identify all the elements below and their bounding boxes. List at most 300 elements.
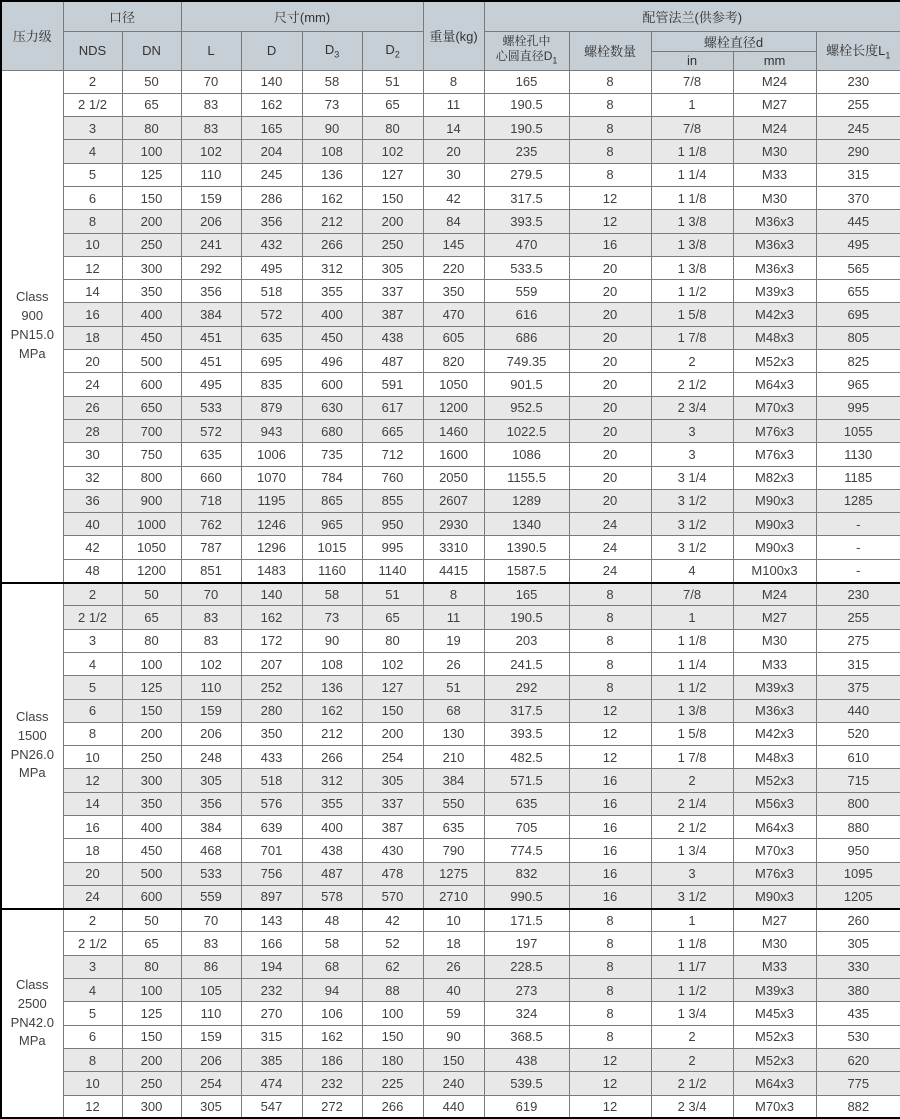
cell-L: 384 [181,303,241,326]
cell-bolt-circle-d1: 616 [484,303,569,326]
cell-D: 695 [241,350,302,373]
cell-dn: 1050 [122,536,181,559]
cell-weight-kg: 550 [423,792,484,815]
cell-D: 280 [241,699,302,722]
cell-D3: 90 [302,117,362,140]
cell-D2: 102 [362,652,423,675]
pressure-class-cell: Class 900 PN15.0 MPa [1,70,63,583]
cell-nds: 40 [63,513,122,536]
cell-D2: 487 [362,350,423,373]
cell-bolt-circle-d1: 368.5 [484,1025,569,1048]
cell-bolt-length-l1: 275 [816,629,900,652]
cell-D: 432 [241,233,302,256]
cell-bolt-length-l1: 880 [816,816,900,839]
cell-D3: 400 [302,816,362,839]
cell-bolt-circle-d1: 470 [484,233,569,256]
cell-nds: 3 [63,629,122,652]
cell-D3: 600 [302,373,362,396]
cell-bolt-dia-in: 3 [651,419,733,442]
cell-weight-kg: 350 [423,280,484,303]
cell-D3: 94 [302,979,362,1002]
table-row [1,559,900,582]
cell-bolt-count: 20 [569,443,651,466]
col-header-bolt-count: 螺栓数量 [569,31,651,70]
cell-D3: 212 [302,210,362,233]
cell-nds: 20 [63,350,122,373]
cell-D2: 387 [362,303,423,326]
cell-D2: 127 [362,676,423,699]
cell-L: 559 [181,885,241,908]
cell-bolt-dia-mm: M64x3 [733,1072,816,1095]
cell-nds: 16 [63,303,122,326]
cell-bolt-dia-in: 2 [651,1025,733,1048]
cell-nds: 2 [63,583,122,606]
cell-bolt-circle-d1: 1390.5 [484,536,569,559]
cell-dn: 600 [122,885,181,908]
cell-weight-kg: 2050 [423,466,484,489]
cell-D2: 200 [362,210,423,233]
cell-D3: 48 [302,909,362,932]
cell-weight-kg: 605 [423,326,484,349]
cell-bolt-count: 8 [569,955,651,978]
cell-weight-kg: 84 [423,210,484,233]
cell-bolt-count: 12 [569,210,651,233]
cell-bolt-dia-mm: M33 [733,163,816,186]
cell-bolt-count: 8 [569,1025,651,1048]
cell-weight-kg: 440 [423,1095,484,1118]
cell-weight-kg: 42 [423,186,484,209]
cell-D2: 855 [362,489,423,512]
cell-bolt-dia-in: 3 1/4 [651,466,733,489]
cell-bolt-count: 8 [569,676,651,699]
cell-bolt-length-l1: 565 [816,256,900,279]
cell-bolt-circle-d1: 292 [484,676,569,699]
cell-weight-kg: 790 [423,839,484,862]
cell-D2: 266 [362,1095,423,1118]
cell-bolt-circle-d1: 438 [484,1048,569,1071]
cell-nds: 10 [63,746,122,769]
cell-nds: 16 [63,816,122,839]
cell-bolt-length-l1: 695 [816,303,900,326]
cell-bolt-dia-mm: M76x3 [733,862,816,885]
cell-D: 245 [241,163,302,186]
cell-weight-kg: 470 [423,303,484,326]
cell-D: 474 [241,1072,302,1095]
cell-bolt-dia-mm: M52x3 [733,1025,816,1048]
cell-D: 140 [241,70,302,93]
cell-bolt-length-l1: 1185 [816,466,900,489]
table-row [1,816,900,839]
cell-nds: 5 [63,676,122,699]
cell-bolt-dia-mm: M27 [733,606,816,629]
cell-D3: 108 [302,140,362,163]
table-row [1,163,900,186]
cell-D: 162 [241,93,302,116]
cell-D3: 312 [302,769,362,792]
cell-dn: 400 [122,816,181,839]
cell-bolt-length-l1: 520 [816,722,900,745]
table-row [1,955,900,978]
table-row [1,186,900,209]
cell-bolt-dia-mm: M33 [733,955,816,978]
table-row [1,722,900,745]
cell-D3: 162 [302,186,362,209]
cell-bolt-count: 16 [569,816,651,839]
table-row [1,117,900,140]
cell-bolt-length-l1: 800 [816,792,900,815]
cell-nds: 3 [63,117,122,140]
cell-D3: 1160 [302,559,362,582]
cell-bolt-count: 16 [569,862,651,885]
cell-weight-kg: 30 [423,163,484,186]
cell-bolt-length-l1: 620 [816,1048,900,1071]
cell-bolt-circle-d1: 901.5 [484,373,569,396]
cell-D: 232 [241,979,302,1002]
cell-D2: 478 [362,862,423,885]
cell-weight-kg: 240 [423,1072,484,1095]
cell-D3: 212 [302,722,362,745]
cell-bolt-circle-d1: 171.5 [484,909,569,932]
table-row [1,396,900,419]
table-row [1,303,900,326]
cell-bolt-dia-mm: M48x3 [733,326,816,349]
cell-bolt-count: 24 [569,513,651,536]
cell-bolt-circle-d1: 686 [484,326,569,349]
cell-bolt-dia-in: 1 1/2 [651,280,733,303]
cell-bolt-count: 20 [569,396,651,419]
table-row [1,1002,900,1025]
cell-nds: 12 [63,769,122,792]
cell-weight-kg: 1200 [423,396,484,419]
cell-weight-kg: 18 [423,932,484,955]
cell-dn: 80 [122,955,181,978]
cell-bolt-length-l1: - [816,513,900,536]
cell-bolt-dia-in: 3 1/2 [651,885,733,908]
cell-D2: 337 [362,280,423,303]
table-body [1,70,900,1118]
cell-bolt-count: 12 [569,1095,651,1118]
col-header-bolt-dia-in: in [651,51,733,70]
cell-bolt-length-l1: 255 [816,606,900,629]
cell-D: 172 [241,629,302,652]
col-header-d: D [241,31,302,70]
cell-D2: 127 [362,163,423,186]
cell-bolt-dia-in: 1 1/8 [651,629,733,652]
table-row [1,350,900,373]
cell-L: 451 [181,326,241,349]
cell-L: 305 [181,1095,241,1118]
cell-nds: 18 [63,839,122,862]
cell-weight-kg: 635 [423,816,484,839]
cell-bolt-length-l1: 1285 [816,489,900,512]
cell-L: 83 [181,606,241,629]
cell-dn: 500 [122,350,181,373]
cell-dn: 300 [122,1095,181,1118]
table-header [1,1,900,70]
cell-D2: 52 [362,932,423,955]
cell-bolt-dia-in: 1 3/4 [651,839,733,862]
cell-bolt-dia-in: 1 [651,909,733,932]
cell-weight-kg: 150 [423,1048,484,1071]
cell-bolt-dia-in: 1 1/4 [651,652,733,675]
cell-D3: 487 [302,862,362,885]
cell-bolt-dia-mm: M24 [733,70,816,93]
cell-weight-kg: 2607 [423,489,484,512]
cell-bolt-circle-d1: 832 [484,862,569,885]
cell-bolt-dia-mm: M90x3 [733,489,816,512]
cell-bolt-count: 20 [569,489,651,512]
cell-D3: 400 [302,303,362,326]
cell-dn: 65 [122,606,181,629]
cell-bolt-count: 12 [569,186,651,209]
col-group-bolt-diameter: 螺栓直径d [651,31,816,51]
cell-L: 70 [181,583,241,606]
cell-bolt-circle-d1: 190.5 [484,606,569,629]
cell-D3: 272 [302,1095,362,1118]
cell-bolt-length-l1: 245 [816,117,900,140]
cell-bolt-circle-d1: 635 [484,792,569,815]
cell-dn: 150 [122,699,181,722]
cell-D3: 108 [302,652,362,675]
cell-bolt-dia-in: 2 [651,769,733,792]
cell-bolt-dia-in: 3 [651,862,733,885]
cell-D: 162 [241,606,302,629]
cell-nds: 48 [63,559,122,582]
cell-nds: 30 [63,443,122,466]
cell-D3: 162 [302,699,362,722]
cell-D: 576 [241,792,302,815]
cell-D3: 784 [302,466,362,489]
cell-D: 315 [241,1025,302,1048]
cell-bolt-count: 16 [569,792,651,815]
cell-bolt-circle-d1: 571.5 [484,769,569,792]
cell-bolt-dia-mm: M76x3 [733,443,816,466]
col-group-bore: 口径 [63,1,181,31]
table-row [1,256,900,279]
cell-D3: 68 [302,955,362,978]
cell-L: 254 [181,1072,241,1095]
cell-nds: 18 [63,326,122,349]
cell-nds: 12 [63,1095,122,1118]
cell-bolt-dia-mm: M52x3 [733,350,816,373]
cell-bolt-length-l1: 375 [816,676,900,699]
cell-bolt-dia-in: 7/8 [651,583,733,606]
cell-weight-kg: 4415 [423,559,484,582]
cell-D2: 102 [362,140,423,163]
cell-bolt-dia-mm: M24 [733,583,816,606]
cell-bolt-circle-d1: 482.5 [484,746,569,769]
cell-nds: 2 1/2 [63,606,122,629]
cell-D: 572 [241,303,302,326]
table-row [1,140,900,163]
table-row [1,606,900,629]
table-row [1,629,900,652]
pressure-class-cell: Class 1500 PN26.0 MPa [1,583,63,909]
cell-L: 305 [181,769,241,792]
cell-D: 1195 [241,489,302,512]
cell-bolt-dia-in: 2 3/4 [651,1095,733,1118]
cell-D2: 665 [362,419,423,442]
cell-bolt-dia-mm: M33 [733,652,816,675]
table-row [1,583,900,606]
cell-bolt-count: 12 [569,699,651,722]
cell-D: 635 [241,326,302,349]
cell-nds: 8 [63,722,122,745]
cell-bolt-circle-d1: 533.5 [484,256,569,279]
table-row [1,1072,900,1095]
cell-L: 206 [181,210,241,233]
cell-nds: 8 [63,210,122,233]
cell-bolt-circle-d1: 539.5 [484,1072,569,1095]
col-header-nds: NDS [63,31,122,70]
cell-bolt-dia-in: 1 1/4 [651,163,733,186]
cell-bolt-dia-mm: M42x3 [733,303,816,326]
cell-nds: 4 [63,652,122,675]
cell-L: 384 [181,816,241,839]
table-row [1,1048,900,1071]
cell-D2: 995 [362,536,423,559]
cell-bolt-dia-mm: M70x3 [733,1095,816,1118]
table-row [1,1025,900,1048]
cell-dn: 300 [122,256,181,279]
cell-D2: 950 [362,513,423,536]
cell-L: 495 [181,373,241,396]
cell-weight-kg: 8 [423,70,484,93]
cell-L: 248 [181,746,241,769]
cell-dn: 1200 [122,559,181,582]
table-row [1,909,900,932]
cell-L: 660 [181,466,241,489]
table-row [1,1095,900,1118]
cell-D2: 438 [362,326,423,349]
cell-D: 495 [241,256,302,279]
cell-bolt-count: 8 [569,932,651,955]
cell-D2: 100 [362,1002,423,1025]
col-header-bolt-length-l1: 螺栓长度$L_1$ [816,31,900,70]
cell-D: 1296 [241,536,302,559]
cell-dn: 250 [122,1072,181,1095]
cell-dn: 150 [122,186,181,209]
table-row [1,932,900,955]
cell-D2: 225 [362,1072,423,1095]
cell-dn: 80 [122,117,181,140]
cell-bolt-dia-in: 7/8 [651,117,733,140]
cell-dn: 300 [122,769,181,792]
cell-bolt-length-l1: 1055 [816,419,900,442]
cell-weight-kg: 59 [423,1002,484,1025]
cell-L: 159 [181,186,241,209]
table-row [1,699,900,722]
cell-weight-kg: 1600 [423,443,484,466]
cell-weight-kg: 26 [423,955,484,978]
cell-D3: 58 [302,932,362,955]
cell-D3: 735 [302,443,362,466]
cell-bolt-circle-d1: 393.5 [484,722,569,745]
cell-L: 468 [181,839,241,862]
cell-bolt-length-l1: - [816,536,900,559]
cell-D: 204 [241,140,302,163]
cell-D3: 232 [302,1072,362,1095]
cell-bolt-count: 12 [569,1048,651,1071]
cell-bolt-length-l1: 330 [816,955,900,978]
cell-bolt-dia-mm: M64x3 [733,373,816,396]
cell-D2: 62 [362,955,423,978]
cell-bolt-circle-d1: 1587.5 [484,559,569,582]
cell-bolt-count: 8 [569,652,651,675]
cell-bolt-length-l1: 380 [816,979,900,1002]
cell-bolt-dia-mm: M42x3 [733,722,816,745]
cell-D: 165 [241,117,302,140]
cell-bolt-dia-in: 2 3/4 [651,396,733,419]
cell-bolt-length-l1: 1205 [816,885,900,908]
cell-bolt-dia-in: 1 1/8 [651,932,733,955]
cell-bolt-count: 8 [569,629,651,652]
cell-L: 105 [181,979,241,1002]
col-header-l: L [181,31,241,70]
cell-D2: 254 [362,746,423,769]
cell-dn: 900 [122,489,181,512]
cell-bolt-count: 20 [569,373,651,396]
cell-nds: 10 [63,233,122,256]
cell-bolt-length-l1: 495 [816,233,900,256]
cell-bolt-dia-in: 2 [651,350,733,373]
cell-bolt-circle-d1: 749.35 [484,350,569,373]
cell-nds: 4 [63,140,122,163]
cell-D2: 200 [362,722,423,745]
cell-bolt-dia-mm: M48x3 [733,746,816,769]
cell-D: 943 [241,419,302,442]
col-header-bolt-circle-d1: 螺栓孔中 心圆直径$D_1$ [484,31,569,70]
cell-D3: 136 [302,676,362,699]
cell-bolt-length-l1: 305 [816,932,900,955]
cell-D2: 1140 [362,559,423,582]
cell-bolt-dia-in: 1 [651,93,733,116]
cell-bolt-dia-mm: M30 [733,140,816,163]
cell-dn: 1000 [122,513,181,536]
cell-dn: 350 [122,280,181,303]
cell-D2: 570 [362,885,423,908]
cell-bolt-length-l1: 230 [816,583,900,606]
cell-bolt-dia-in: 1 5/8 [651,722,733,745]
cell-L: 762 [181,513,241,536]
cell-bolt-count: 16 [569,769,651,792]
table-row [1,769,900,792]
cell-L: 70 [181,909,241,932]
cell-weight-kg: 220 [423,256,484,279]
cell-bolt-dia-in: 1 7/8 [651,326,733,349]
cell-D3: 266 [302,746,362,769]
cell-bolt-dia-mm: M30 [733,629,816,652]
cell-D2: 712 [362,443,423,466]
cell-D: 639 [241,816,302,839]
cell-dn: 100 [122,140,181,163]
cell-D: 1006 [241,443,302,466]
cell-D2: 150 [362,699,423,722]
cell-bolt-dia-mm: M30 [733,932,816,955]
cell-bolt-count: 8 [569,117,651,140]
cell-bolt-count: 12 [569,1072,651,1095]
table-row [1,885,900,908]
cell-dn: 450 [122,839,181,862]
cell-D3: 106 [302,1002,362,1025]
cell-bolt-dia-mm: M27 [733,93,816,116]
cell-bolt-circle-d1: 1155.5 [484,466,569,489]
cell-bolt-length-l1: 775 [816,1072,900,1095]
cell-D3: 355 [302,280,362,303]
table-row [1,70,900,93]
cell-bolt-dia-in: 1 3/8 [651,233,733,256]
cell-D2: 387 [362,816,423,839]
